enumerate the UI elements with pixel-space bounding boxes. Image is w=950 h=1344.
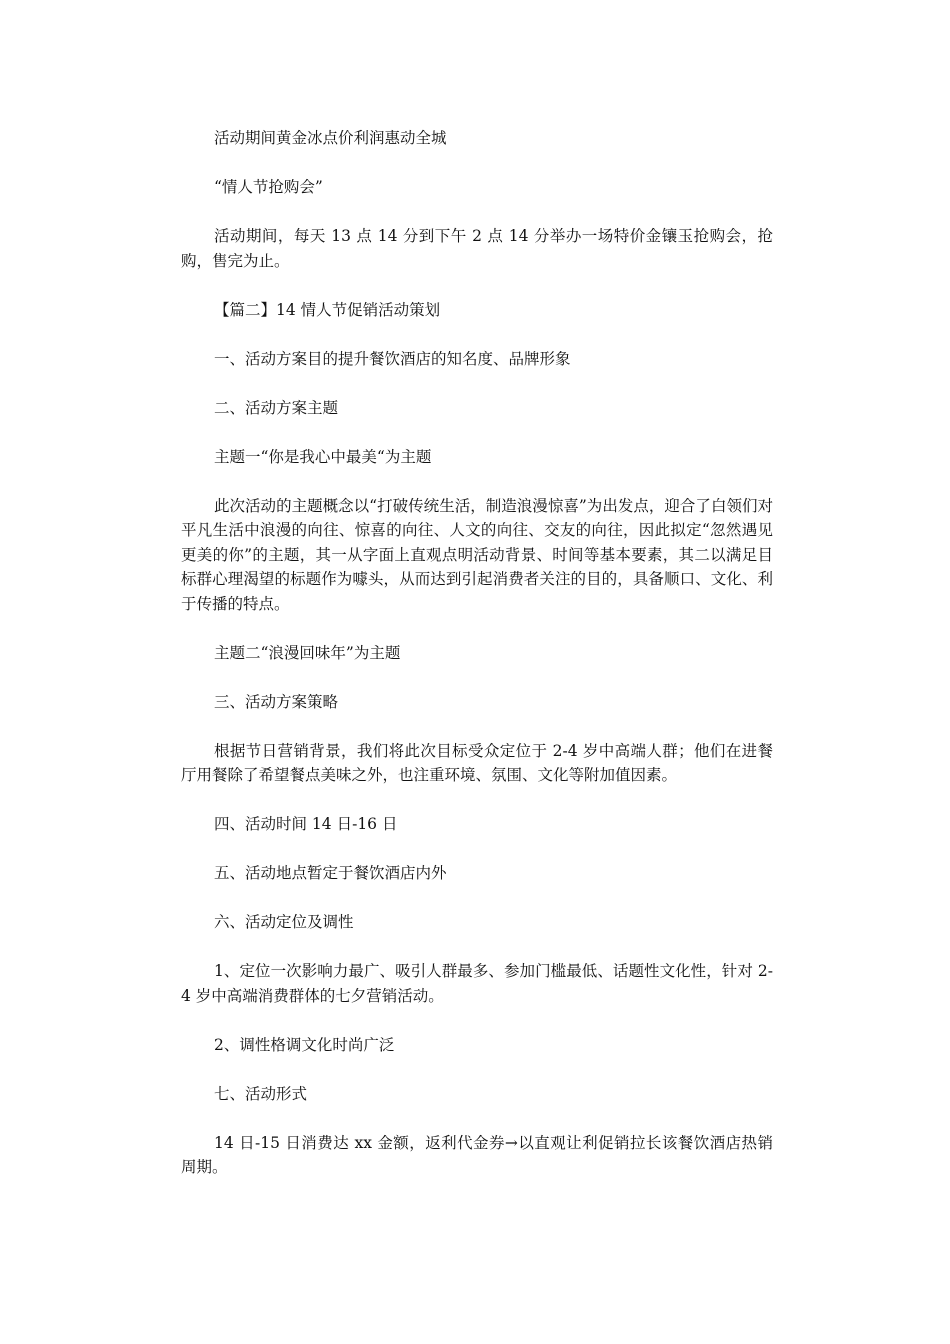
section-theme: 二、活动方案主题 <box>214 398 339 417</box>
section-positioning: 六、活动定位及调性 <box>214 913 354 931</box>
theme-one-description: 此次活动的主题概念以“打破传统生活，制造浪漫惊喜”为出发点，迎合了白领们对平凡生活中浪漫的向往、惊喜的向往、人文的向往、交友的向往，因此拟定“忽然遇见更美的你”的主题，其一从字面上直观点明活动背景、时间等基本要素，其二以满足目标群心理渴望的标题作为噱头，从而达到引起消费者关注的目的，具备顺口、文化、利于传播的特点。 <box>181 496 773 613</box>
positioning-item-1: 1、定位一次影响力最广、吸引人群最多、参加门槛最低、话题性文化性，针对 2-4 岁中高端消费群体的七夕营销活动。 <box>181 962 773 1005</box>
section-time: 四、活动时间 14 日-16 日 <box>214 815 398 833</box>
format-description: 14 日-15 日消费达 xx 金额，返利代金券→以直观让利促销拉长该餐饮酒店热销周期。 <box>181 1133 773 1176</box>
paragraph-promo-line: 活动期间黄金冰点价利润惠动全城 <box>214 129 447 147</box>
section-strategy: 三、活动方案策略 <box>214 692 339 711</box>
document-body <box>181 126 773 1204</box>
theme-two: 主题二“浪漫回味年”为主题 <box>214 643 401 662</box>
paragraph-event-title: “情人节抢购会” <box>214 178 323 196</box>
strategy-description: 根据节日营销背景，我们将此次目标受众定位于 2-4 岁中高端人群；他们在进餐厅用餐除了希望餐点美味之外，也注重环境、氛围、文化等附加值因素。 <box>181 741 773 784</box>
section-purpose: 一、活动方案目的提升餐饮酒店的知名度、品牌形象 <box>214 349 571 368</box>
paragraph-event-details: 活动期间，每天 13 点 14 分到下午 2 点 14 分举办一场特价金镶玉抢购会，抢购，售完为止。 <box>181 227 773 270</box>
section-heading-part-two: 【篇二】14 情人节促销活动策划 <box>214 300 441 319</box>
section-location: 五、活动地点暂定于餐饮酒店内外 <box>214 864 447 882</box>
positioning-item-2: 2、调性格调文化时尚广泛 <box>214 1035 395 1054</box>
section-format: 七、活动形式 <box>214 1084 308 1103</box>
theme-one: 主题一“你是我心中最美“为主题 <box>214 447 432 466</box>
